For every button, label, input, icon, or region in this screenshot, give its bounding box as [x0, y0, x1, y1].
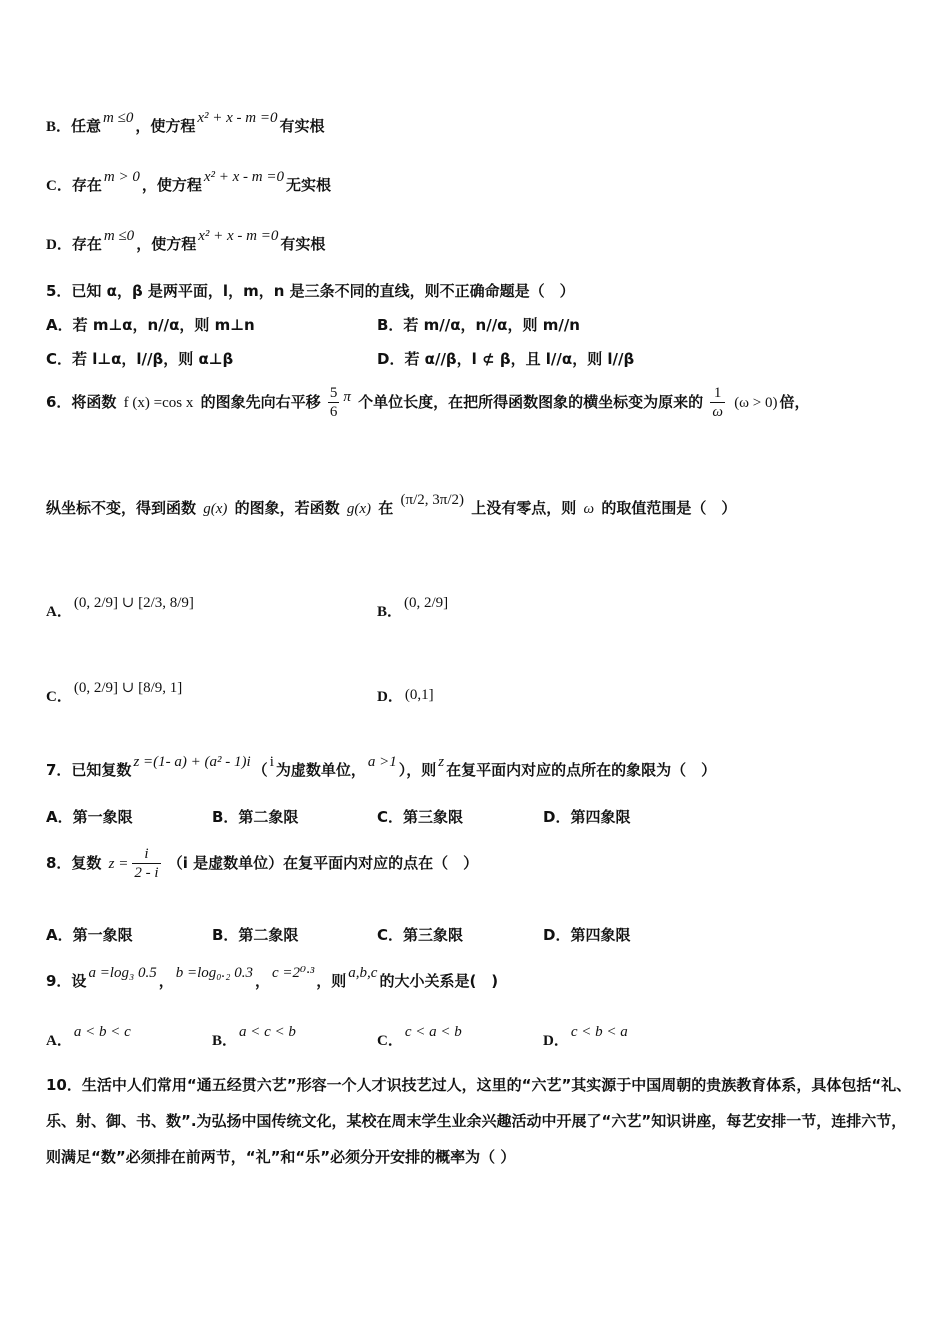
q7-option-a: A．第一象限: [46, 808, 133, 826]
q9-option-d: D．c < b < a: [543, 1024, 628, 1049]
q8-option-c: C．第三象限: [377, 926, 464, 944]
q6-stem-line1: 6．将函数 f (x) =cos x 的图象先向右平移 $\frac{5}{6}$ π 个单位长度，在把所得函数图象的横坐标变为原来的 $\frac{1}{\omega}$ (ω > 0) 倍，: [46, 385, 810, 420]
q5-option-a: A．若 m⊥α，n//α，则 m⊥n: [46, 316, 255, 334]
q5-stem: 5．已知 α，β 是两平面，l，m，n 是三条不同的直线，则不正确命题是（ ）: [46, 282, 575, 300]
q7-option-d: D．第四象限: [543, 808, 631, 826]
q5-option-c: C．若 l⊥α，l//β，则 α⊥β: [46, 350, 234, 368]
q6-option-c: C．(0, 2/9] ∪ [8/9, 1]: [46, 680, 183, 705]
q6-option-d: D． (0,1]: [377, 687, 434, 705]
q6-stem-line2: 纵坐标不变，得到函数 g(x) 的图象，若函数 g(x) 在 (π/2, 3π/2) 上没有零点，则 ω 的取值范围是（ ）: [46, 492, 737, 517]
q10-stem: 10．生活中人们常用“通五经贯六艺”形容一个人才识技艺过人，这里的“六艺”其实源于中国周朝的贵族教育体系，具体包括“礼、乐、射、御、书、数”.为弘扬中国传统文化，某校在周末学生业余兴趣活动中开展了“六艺”知识讲座，每艺安排一节，连排六节，则满足“数”必须排在前两节，“礼”和“乐”必须分开安排的概率为（ ）: [46, 1076, 912, 1166]
q7-option-b: B．第二象限: [212, 808, 299, 826]
q5-option-b: B．若 m//α，n//α，则 m//n: [377, 316, 580, 334]
q8-option-d: D．第四象限: [543, 926, 631, 944]
q8-stem: 8．复数 z = $\frac{i}{2 - i}$ （i 是虚数单位）在复平面内对应的点在（ ）: [46, 846, 479, 881]
interval-expression: (π/2, 3π/2): [400, 492, 465, 508]
q4-option-d: D．存在 m ≤0 ，使方程 x² + x - m =0 有实根: [46, 228, 326, 253]
q8-option-a: A．第一象限: [46, 926, 133, 944]
q9-option-a: A．a < b < c: [46, 1024, 131, 1049]
q7-stem: 7．已知复数 z =(1- a) + (a² - 1)i （ i 为虚数单位， a >1 ），则 z 在复平面内对应的点所在的象限为（ ）: [46, 754, 717, 779]
complex-fraction: $\frac{i}{2 - i}$: [134, 846, 159, 881]
q5-option-d: D．若 α//β，l ⊄ β，且 l//α，则 l//β: [377, 350, 635, 368]
q9-stem: 9．设 a =log₃ 0.5 ， b =log₀.₂ 0.3 ， c =2⁰·³ ，则 a,b,c 的大小关系是( ): [46, 965, 499, 990]
q6-option-a: A．(0, 2/9] ∪ [2/3, 8/9]: [46, 595, 194, 620]
q8-option-b: B．第二象限: [212, 926, 299, 944]
q9-option-b: B．a < c < b: [212, 1024, 296, 1049]
q9-option-c: C．c < a < b: [377, 1024, 462, 1049]
scale-fraction: $\frac{1}{\omega}$: [712, 385, 723, 420]
q6-option-b: B．(0, 2/9]: [377, 595, 449, 620]
q4-option-b: B．任意 m ≤0 ，使方程 x² + x - m =0 有实根: [46, 110, 325, 135]
q4-option-c: C．存在 m > 0 ，使方程 x² + x - m =0 无实根: [46, 169, 331, 194]
shift-fraction: $\frac{5}{6}$: [329, 385, 338, 420]
q7-option-c: C．第三象限: [377, 808, 464, 826]
